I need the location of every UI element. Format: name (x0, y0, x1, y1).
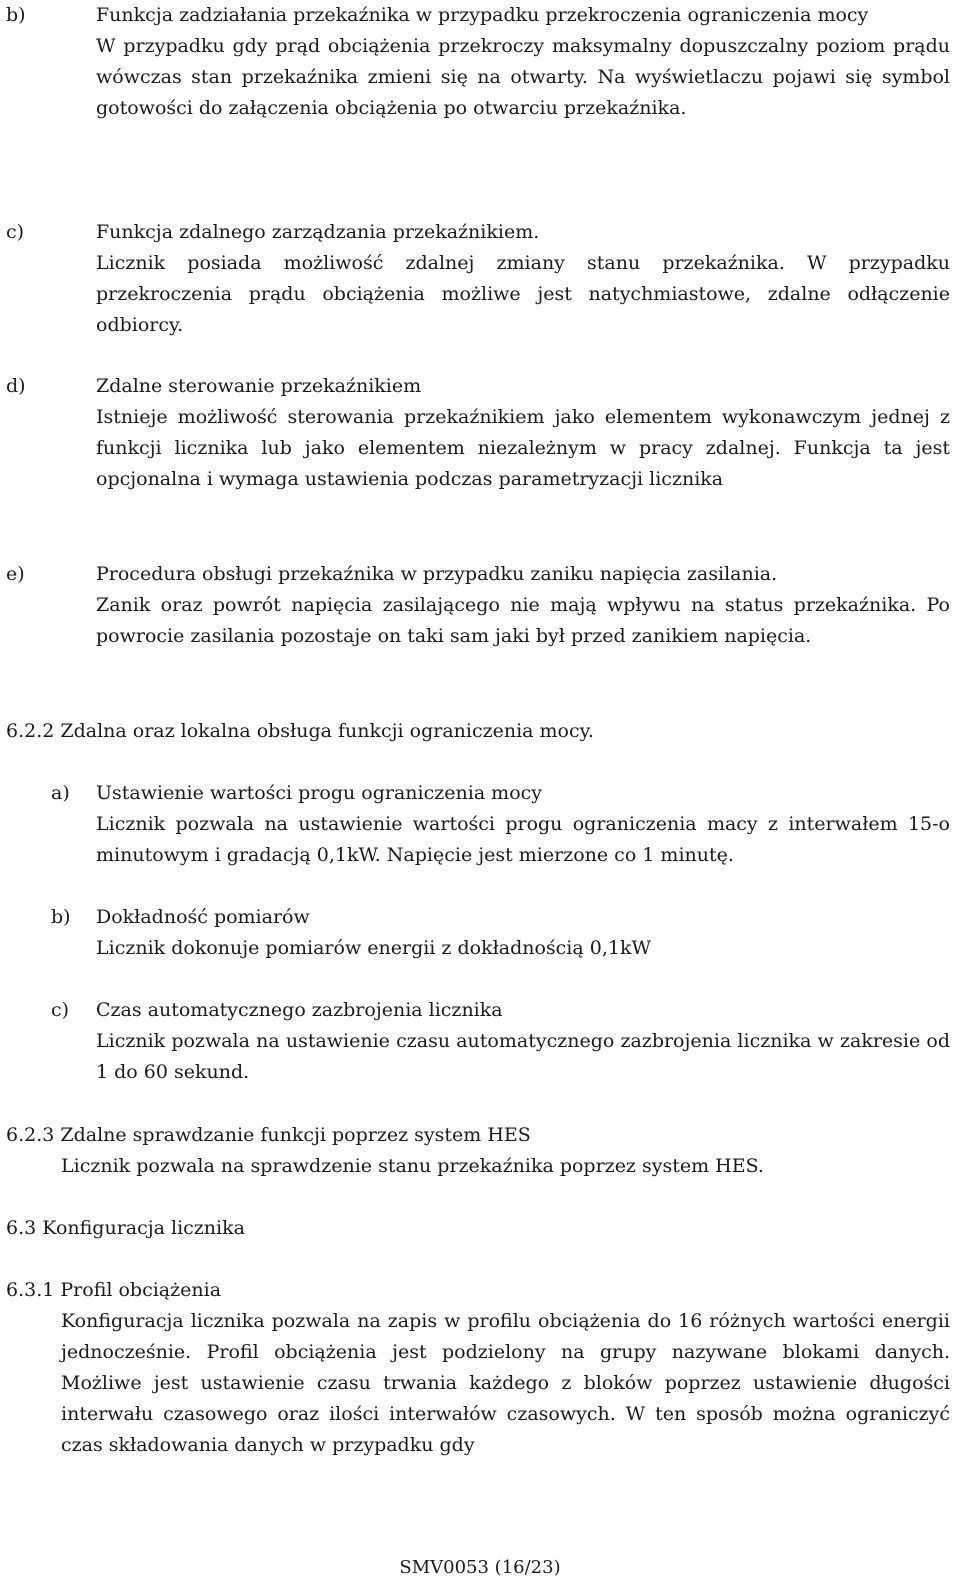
list-item-title: Ustawienie wartości progu ograniczenia mocy (96, 782, 543, 804)
list-item-text: Istnieje możliwość sterowania przekaźnikiem jako elementem wykonawczym jednej z funkcji licznika lub jako elementem niezależnym w pracy zdalnej. Funkcja ta jest opcjonalna i wymaga ustawienia podczas parametryzacji licznika (96, 406, 950, 490)
list-item-d (6, 371, 950, 495)
section-6-2-2 (6, 716, 950, 747)
section-6-3-1 (6, 1275, 950, 1461)
list-item-b (6, 0, 950, 124)
list-item-title: Dokładność pomiarów (96, 906, 310, 928)
list-item-title: Czas automatycznego zazbrojenia licznika (96, 999, 503, 1021)
list-marker: a) (51, 782, 70, 804)
list-item-e (6, 559, 950, 652)
section-6-3 (6, 1213, 950, 1244)
section-text: Licznik pozwala na sprawdzenie stanu przekaźnika poprzez system HES. (61, 1155, 764, 1177)
list-item-title: Procedura obsługi przekaźnika w przypadku zaniku napięcia zasilania. (96, 563, 778, 585)
list-item-text: Zanik oraz powrót napięcia zasilającego nie mają wpływu na status przekaźnika. Po powrocie zasilania pozostaje on taki sam jaki był przed zanikiem napięcia. (96, 594, 950, 647)
list-item-text: Licznik posiada możliwość zdalnej zmiany stanu przekaźnika. W przypadku przekroczenia prądu obciążenia możliwe jest natychmiastowe, zdalne odłączenie odbiorcy. (96, 252, 950, 336)
page-footer: SMV0053 (16/23) (399, 1557, 561, 1578)
section-heading: 6.2.3 Zdalne sprawdzanie funkcji poprzez system HES (6, 1124, 531, 1146)
list-marker: e) (6, 563, 25, 585)
list-marker: b) (6, 4, 26, 26)
list-item-title: Funkcja zadziałania przekaźnika w przypadku przekroczenia ograniczenia mocy (96, 4, 869, 26)
section-text: Konfiguracja licznika pozwala na zapis w profilu obciążenia do 16 różnych wartości energii jednocześnie. Profil obciążenia jest podzielony na grupy nazywane blokami danych. Możliwe jest ustawienie czasu trwania każdego z bloków poprzez ustawienie długości interwału czasowego oraz ilości interwałów czasowych. W ten sposób można ograniczyć czas składowania danych w przypadku gdy (61, 1310, 950, 1456)
list-item-text: Licznik pozwala na ustawienie czasu automatycznego zazbrojenia licznika w zakresie od 1 do 60 sekund. (96, 1030, 950, 1083)
list-item-text: W przypadku gdy prąd obciążenia przekroczy maksymalny dopuszczalny poziom prądu wówczas stan przekaźnika zmieni się na otwarty. Na wyświetlaczu pojawi się symbol gotowości do załączenia obciążenia po otwarciu przekaźnika. (96, 35, 950, 119)
list-marker: c) (6, 221, 25, 243)
sub-item-b (51, 902, 950, 964)
list-marker: c) (51, 999, 70, 1021)
list-marker: d) (6, 375, 26, 397)
list-item-title: Zdalne sterowanie przekaźnikiem (96, 375, 422, 397)
section-heading: 6.2.2 Zdalna oraz lokalna obsługa funkcji ograniczenia mocy. (6, 720, 594, 742)
section-heading: 6.3 Konfiguracja licznika (6, 1217, 245, 1239)
sub-item-a (51, 778, 950, 871)
list-item-text: Licznik dokonuje pomiarów energii z dokładnością 0,1kW (96, 937, 652, 959)
list-item-title: Funkcja zdalnego zarządzania przekaźnikiem. (96, 221, 540, 243)
sub-item-c (51, 995, 950, 1088)
section-6-2-3 (6, 1120, 950, 1182)
list-item-text: Licznik pozwala na ustawienie wartości progu ograniczenia macy z interwałem 15-o minutowym i gradacją 0,1kW. Napięcie jest mierzone co 1 minutę. (96, 813, 950, 866)
section-heading: 6.3.1 Profil obciążenia (6, 1279, 222, 1301)
list-item-c (6, 217, 950, 341)
list-marker: b) (51, 906, 71, 928)
